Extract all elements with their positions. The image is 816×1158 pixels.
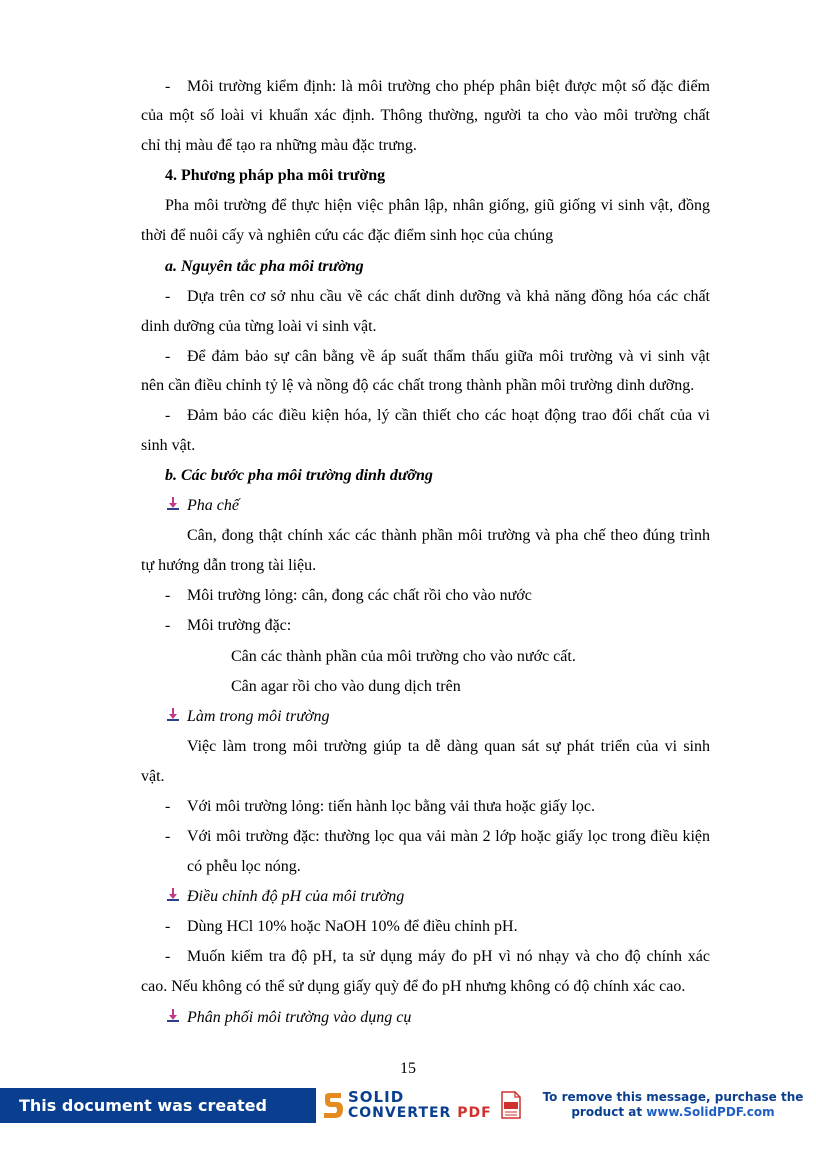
paragraph-line: Để đảm bảo sự cân bằng về áp suất thẩm thấu giữa môi trường và vi sinh vật — [187, 348, 710, 365]
step-title: Phân phối môi trường vào dụng cụ — [187, 1009, 412, 1026]
paragraph-line: Việc làm trong môi trường giúp ta dễ dàng quan sát sự phát triển của vi sinh — [187, 738, 710, 755]
step-title: Điều chỉnh độ pH của môi trường — [187, 888, 405, 905]
list-item: Môi trường lỏng: cân, đong các chất rồi cho vào nước — [187, 587, 532, 604]
logo-pdf-text: PDF — [457, 1105, 492, 1121]
arrow-bullet-icon — [166, 1008, 180, 1022]
dash-bullet: - — [165, 78, 171, 95]
solidpdf-link[interactable]: www.SolidPDF.com — [646, 1105, 775, 1119]
dash-bullet: - — [165, 948, 171, 965]
indented-line: Cân agar rồi cho vào dung dịch trên — [231, 678, 461, 695]
section-heading: 4. Phương pháp pha môi trường — [165, 167, 386, 184]
subsection-heading: a. Nguyên tắc pha môi trường — [165, 258, 364, 275]
arrow-bullet-icon — [166, 496, 180, 510]
dash-bullet: - — [165, 617, 171, 634]
paragraph-line: sinh vật. — [141, 437, 196, 454]
logo-converter-text: CONVERTER — [348, 1105, 452, 1121]
paragraph-line: vật. — [141, 768, 165, 785]
paragraph-line: cao. Nếu không có thể sử dụng giấy quỳ để đo pH nhưng không có độ chính xác cao. — [141, 978, 686, 995]
paragraph-line: chỉ thị màu để tạo ra những màu đặc trưng. — [141, 137, 417, 154]
page-number: 15 — [400, 1060, 416, 1077]
subsection-heading: b. Các bước pha môi trường dinh dưỡng — [165, 467, 433, 484]
purchase-message-prefix: product at — [571, 1105, 643, 1119]
banner-created-using-text: This document was created using — [0, 1088, 316, 1123]
list-item: có phễu lọc nóng. — [187, 858, 301, 875]
paragraph-line: thời để nuôi cấy và nghiên cứu các đặc điểm sinh học của chúng — [141, 227, 554, 244]
list-item: Muốn kiểm tra độ pH, ta sử dụng máy đo pH vì nó nhạy và cho độ chính xác — [187, 948, 710, 965]
list-item: Dùng HCl 10% hoặc NaOH 10% để điều chỉnh pH. — [187, 918, 518, 935]
paragraph-line: tự hướng dẫn trong tài liệu. — [141, 557, 317, 574]
paragraph-line: Cân, đong thật chính xác các thành phần môi trường và pha chế theo đúng trình — [187, 527, 710, 544]
dash-bullet: - — [165, 288, 171, 305]
arrow-bullet-icon — [166, 887, 180, 901]
paragraph-line: Dựa trên cơ sở nhu cầu về các chất dinh dưỡng và khả năng đồng hóa các chất — [187, 288, 710, 305]
dash-bullet: - — [165, 828, 171, 845]
list-item: Với môi trường đặc: thường lọc qua vải màn 2 lớp hoặc giấy lọc trong điều kiện — [187, 828, 710, 845]
dash-bullet: - — [165, 798, 171, 815]
list-item: Với môi trường lỏng: tiến hành lọc bằng vải thưa hoặc giấy lọc. — [187, 798, 595, 815]
solid-converter-logo[interactable] — [320, 1090, 530, 1121]
purchase-message — [530, 1090, 816, 1120]
paragraph-line: Môi trường kiểm định: là môi trường cho phép phân biệt được một số đặc điểm — [187, 78, 710, 95]
dash-bullet: - — [165, 407, 171, 424]
dash-bullet: - — [165, 918, 171, 935]
indented-line: Cân các thành phần của môi trường cho vào nước cất. — [231, 648, 576, 665]
paragraph-line: của một số loài vi khuẩn xác định. Thông thường, người ta cho vào môi trường chất — [141, 107, 710, 124]
paragraph-line: Đảm bảo các điều kiện hóa, lý cần thiết cho các hoạt động trao đổi chất của vi — [187, 407, 710, 424]
logo-wordmark — [348, 1090, 492, 1121]
dash-bullet: - — [165, 587, 171, 604]
purchase-message-line-2 — [530, 1105, 816, 1120]
dash-bullet: - — [165, 348, 171, 365]
solid-logo-icon — [322, 1092, 344, 1119]
solidpdf-banner[interactable] — [0, 1088, 816, 1150]
paragraph-line: Pha môi trường để thực hiện việc phân lập, nhân giống, giũ giống vi sinh vật, đồng — [165, 197, 710, 214]
paragraph-line: dinh dưỡng của từng loài vi sinh vật. — [141, 318, 377, 335]
logo-solid-text: SOLID — [348, 1088, 405, 1106]
step-title: Pha chế — [187, 497, 239, 514]
arrow-bullet-icon — [166, 707, 180, 721]
list-item: Môi trường đặc: — [187, 617, 292, 634]
paragraph-line: nên cần điều chỉnh tỷ lệ và nồng độ các chất trong thành phần môi trường dinh dưỡng. — [141, 377, 695, 394]
purchase-message-line-1: To remove this message, purchase the — [542, 1090, 804, 1104]
logo-converter-line — [348, 1106, 492, 1121]
step-title: Làm trong môi trường — [187, 708, 330, 725]
pdf-document-icon — [500, 1091, 522, 1119]
